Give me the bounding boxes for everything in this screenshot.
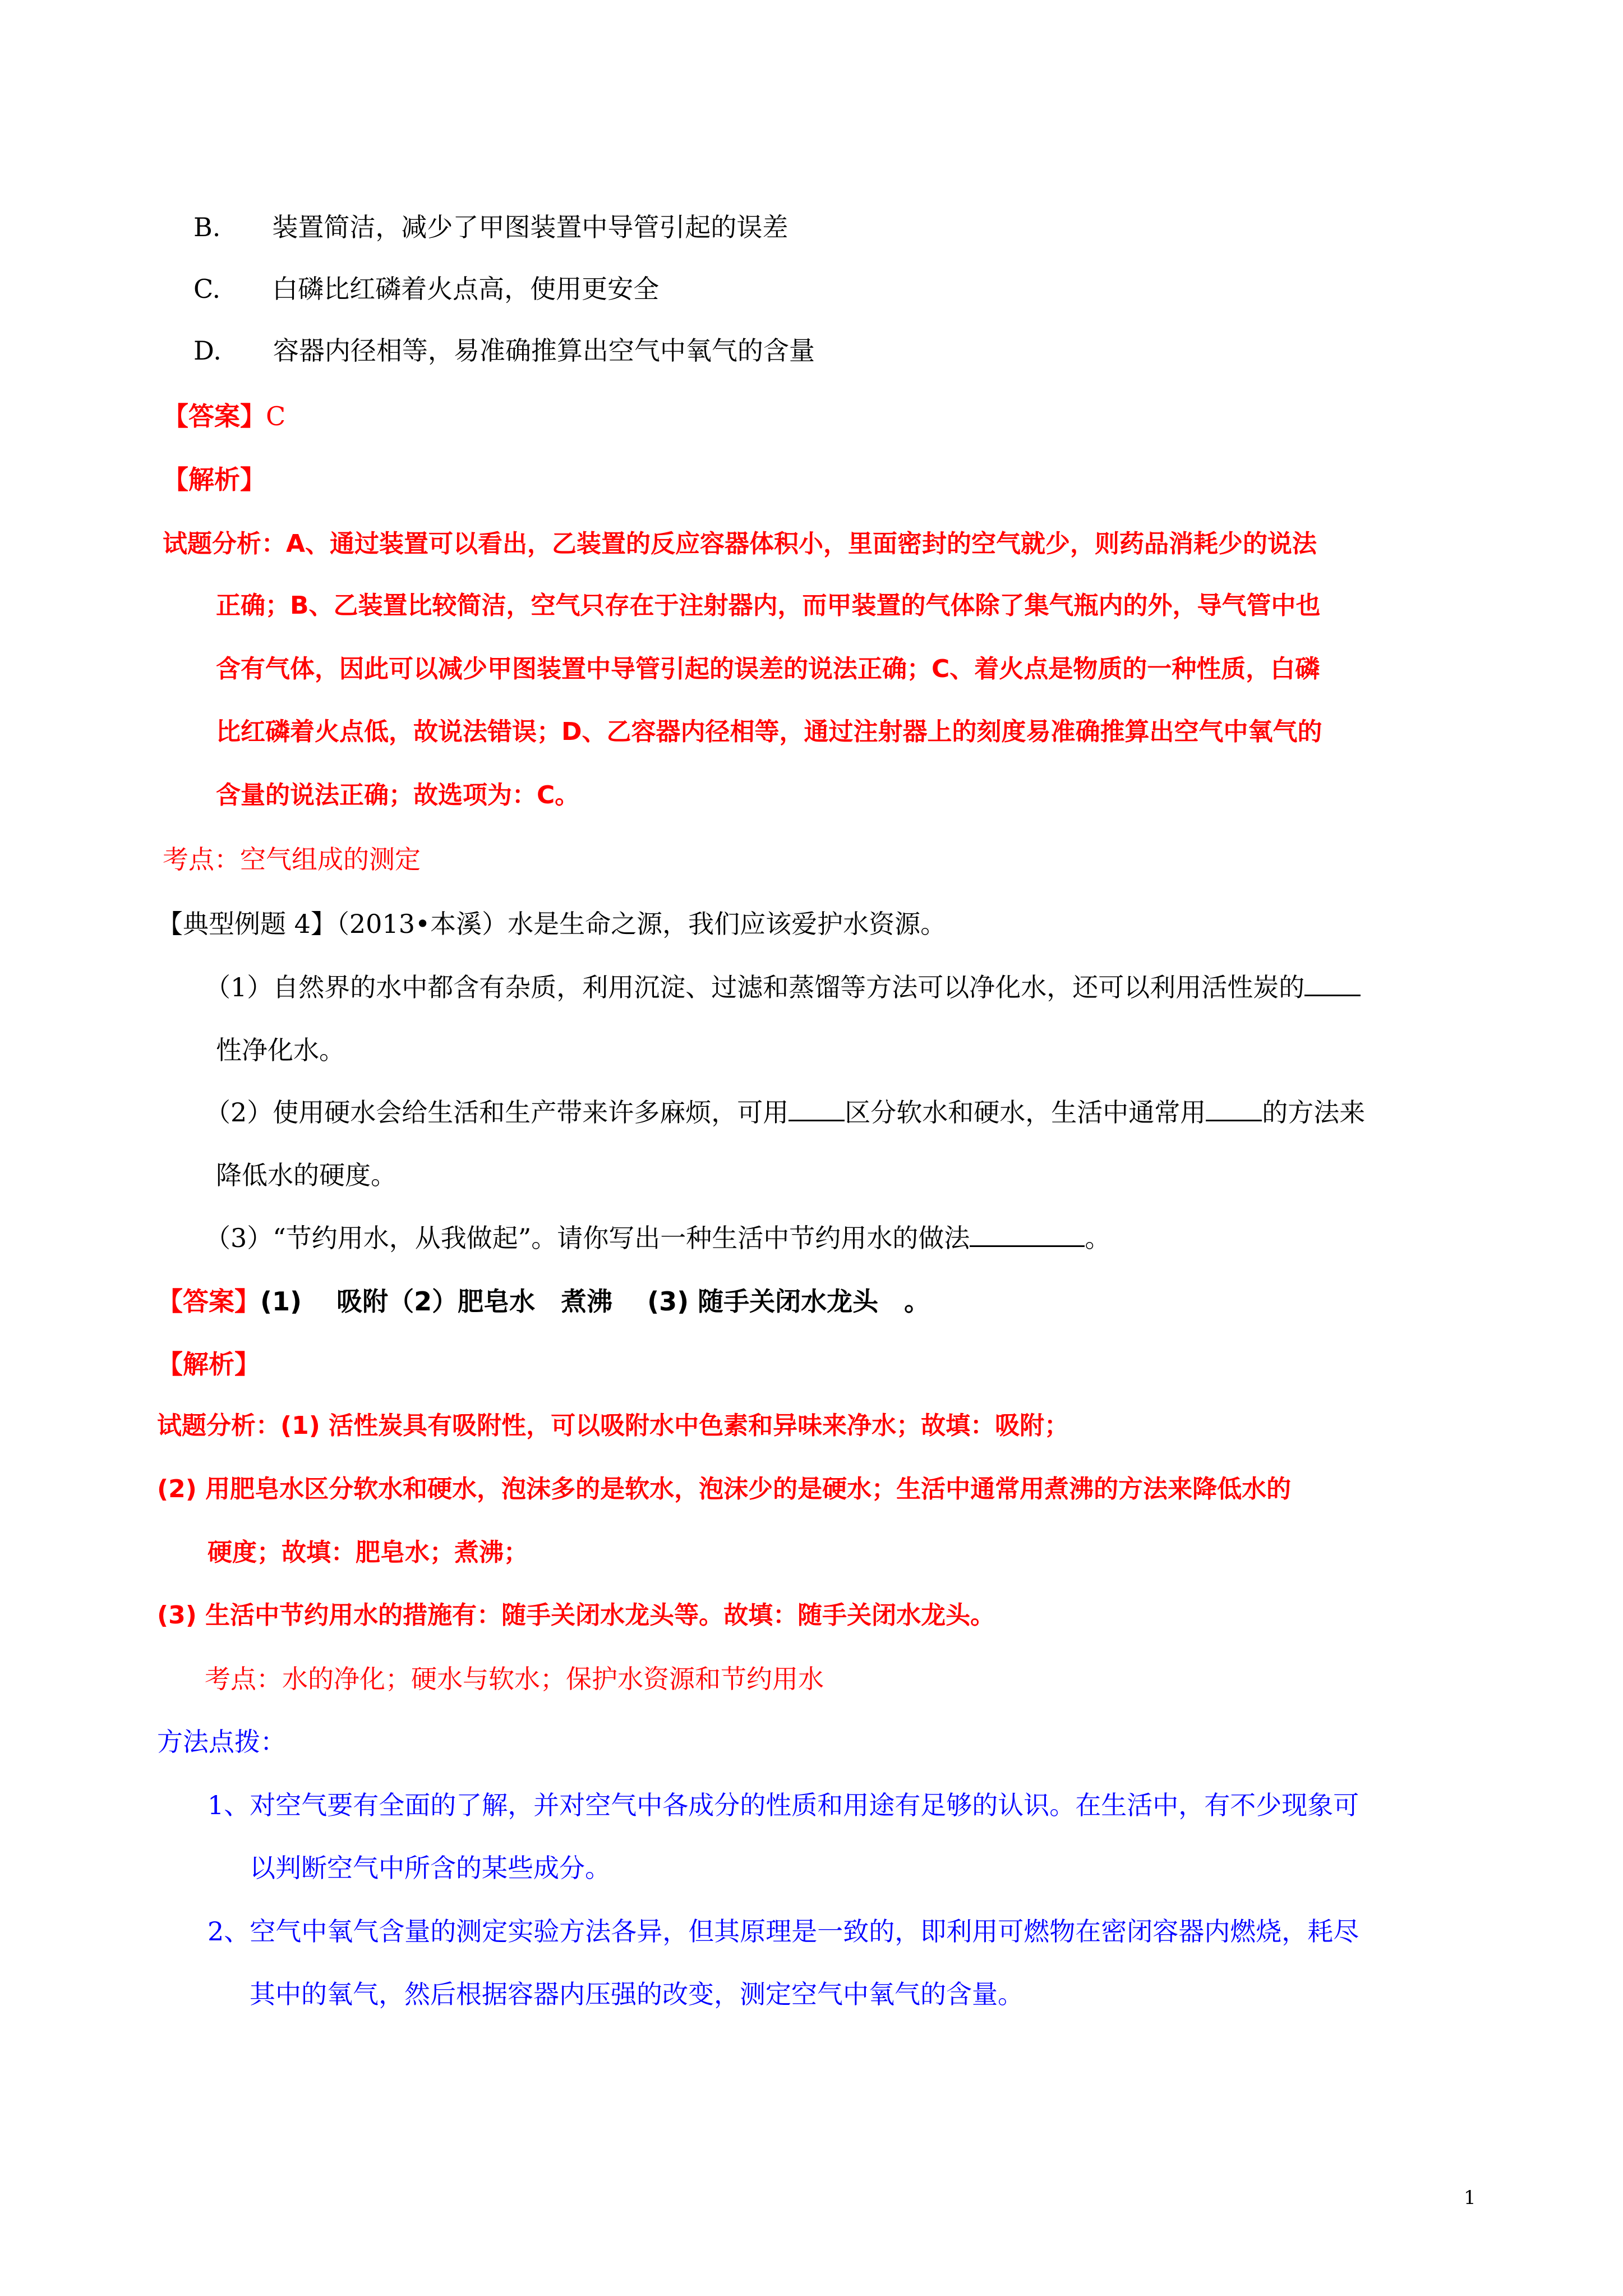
answer-value: (1) 吸附（2）肥皂水 煮沸 (3) 随手关闭水龙头 。 <box>260 1286 930 1317</box>
page-number: 1 <box>1464 2187 1476 2209</box>
method-item-1: 1、对空气要有全面的了解，并对空气中各成分的性质和用途有足够的认识。在生活中，有不少现象可 <box>208 1790 1359 1820</box>
answer-row <box>163 399 285 433</box>
question-part-2: （2）使用硬水会给生活和生产带来许多麻烦，可用 区分软水和硬水，生活中通常用 的方法来 <box>205 1097 1366 1128</box>
analysis-line: (2) 用肥皂水区分软水和硬水，泡沫多的是软水，泡沫少的是硬水；生活中通常用煮沸的方法来降低水的 <box>157 1475 1292 1503</box>
answer-label: 【答案】 <box>163 401 266 431</box>
example-title: 【典型例题 4】（2013•本溪）水是生命之源，我们应该爱护水资源。 <box>157 909 947 939</box>
answer-blank <box>1304 972 1361 996</box>
question-part-1-cont: 性净化水。 <box>216 1035 345 1065</box>
kaodian: 考点：水的净化；硬水与软水；保护水资源和节约用水 <box>205 1664 824 1694</box>
kaodian: 考点：空气组成的测定 <box>163 844 421 875</box>
option-b: B. 装置简洁，减少了甲图装置中导管引起的误差 <box>193 212 789 242</box>
analysis-line: 比红磷着火点低，故说法错误；D、乙容器内径相等，通过注射器上的刻度易准确推算出空气中氧气的 <box>216 717 1322 746</box>
analysis-line: 试题分析：(1) 活性炭具有吸附性，可以吸附水中色素和异味来净水；故填：吸附； <box>157 1411 1069 1440</box>
answer-row <box>157 1285 930 1318</box>
analysis-line: 硬度；故填：肥皂水；煮沸； <box>208 1538 528 1567</box>
option-d: D. 容器内径相等，易准确推算出空气中氧气的含量 <box>193 335 815 366</box>
analysis-label: 【解析】 <box>163 464 266 495</box>
method-item-1-cont: 以判断空气中所含的某些成分。 <box>250 1853 611 1883</box>
method-title: 方法点拨： <box>157 1727 286 1757</box>
answer-blank <box>1206 1097 1262 1121</box>
method-item-2-cont: 其中的氧气，然后根据容器内压强的改变，测定空气中氧气的含量。 <box>250 1979 1023 2009</box>
analysis-line: (3) 生活中节约用水的措施有：随手关闭水龙头等。故填：随手关闭水龙头。 <box>157 1601 995 1630</box>
analysis-line: 含有气体，因此可以减少甲图装置中导管引起的误差的说法正确；C、着火点是物质的一种性质，白磷 <box>216 655 1320 683</box>
answer-blank <box>789 1097 845 1121</box>
analysis-label: 【解析】 <box>157 1349 260 1379</box>
analysis-line: 含量的说法正确；故选项为：C。 <box>216 781 580 809</box>
analysis-line: 正确；B、乙装置比较简洁，空气只存在于注射器内，而甲装置的气体除了集气瓶内的外，导气管中也 <box>216 591 1321 620</box>
analysis-line: 试题分析：A、通过装置可以看出，乙装置的反应容器体积小，里面密封的空气就少，则药品消耗少的说法 <box>163 530 1317 558</box>
question-part-2-cont: 降低水的硬度。 <box>216 1160 396 1190</box>
question-part-3: （3）“节约用水，从我做起”。请你写出一种生活中节约用水的做法 。 <box>205 1223 1111 1253</box>
answer-value: C <box>266 401 286 431</box>
method-item-2: 2、空气中氧气含量的测定实验方法各异，但其原理是一致的，即利用可燃物在密闭容器内燃烧，耗尽 <box>208 1916 1359 1947</box>
answer-blank <box>970 1223 1085 1247</box>
question-part-1: （1）自然界的水中都含有杂质，利用沉淀、过滤和蒸馏等方法可以净化水，还可以利用活性炭的 <box>205 970 1361 1004</box>
answer-label: 【答案】 <box>157 1286 260 1317</box>
option-c: C. 白磷比红磷着火点高，使用更安全 <box>193 274 660 304</box>
